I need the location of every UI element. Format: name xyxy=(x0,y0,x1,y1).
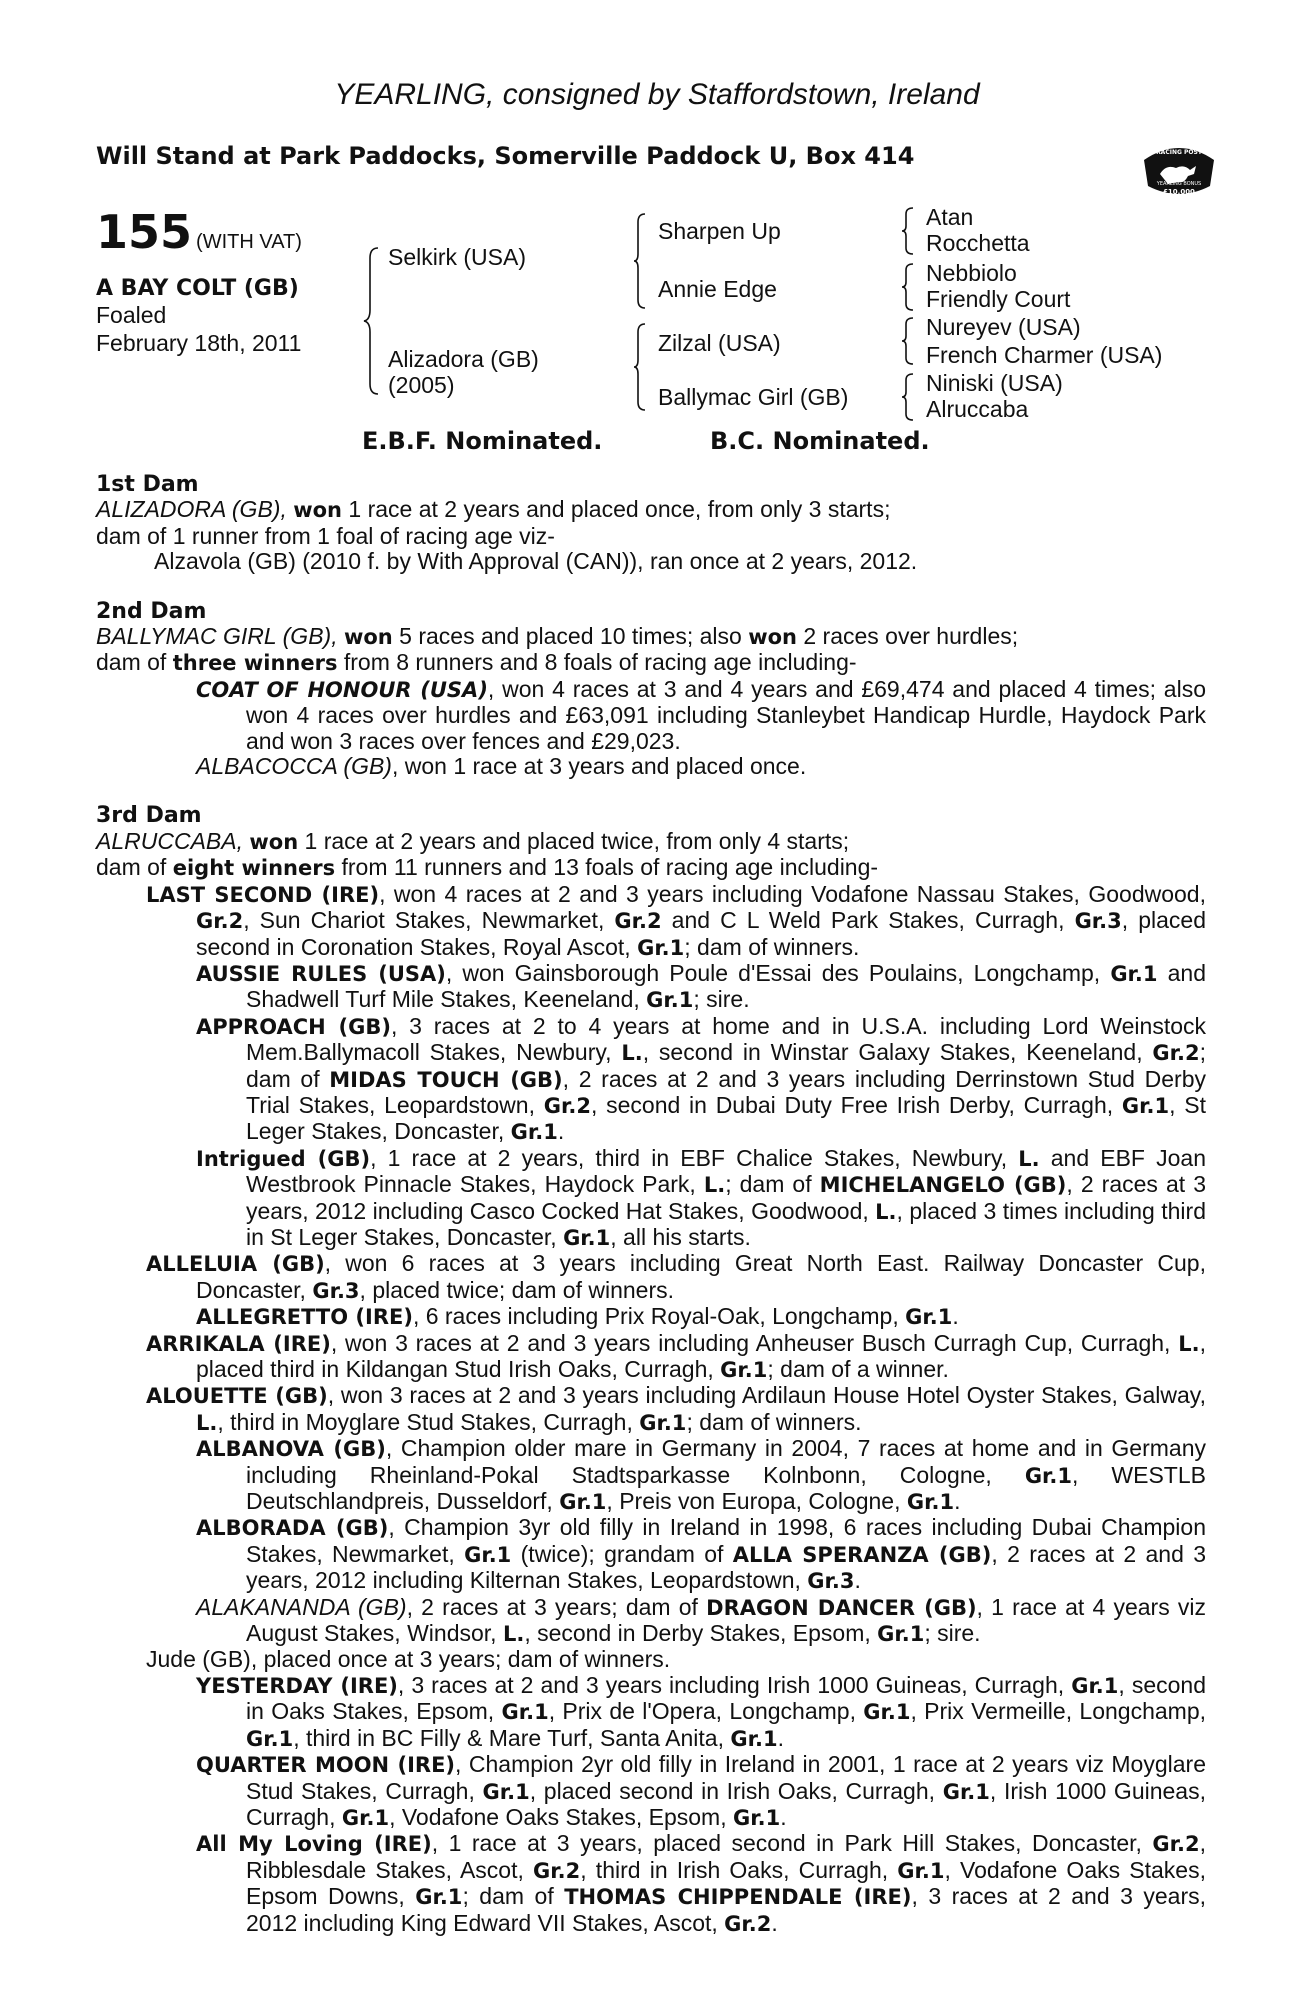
dam3-text: ALRUCCABA, won 1 race at 2 years and placed twice, from only 4 starts; dam of eight winners from 11 runners and 13 foals of racing age including- xyxy=(96,827,879,881)
dam3-runner: All My Loving (IRE), 1 race at 3 years, placed second in Park Hill Stakes, Doncaster, Gr.2, Ribblesdale Stakes, Ascot, Gr.2, third in Irish Oaks, Curragh, Gr.1, Vodafone Oaks Stakes, Epsom Downs, Gr.1; dam of THOMAS CHIPPENDALE (IRE), 3 races at 2 and 3 years, 2012 including King Edward VII Stakes, Ascot, Gr.2. xyxy=(196,1830,1207,1936)
badge-line2: YEARLING BONUS xyxy=(1156,181,1202,187)
brace-g2 xyxy=(900,262,916,312)
ped-g8: Alruccaba xyxy=(926,396,1029,422)
dam3-runner: ALOUETTE (GB), won 3 races at 2 and 3 years including Ardilaun House Hotel Oyster Stakes, Galway, L., third in Moyglare Stud Stakes, Curragh, Gr.1; dam of winners. xyxy=(146,1382,1206,1435)
ped-g6: French Charmer (USA) xyxy=(926,342,1163,368)
ebf-nominated: E.B.F. Nominated. xyxy=(362,427,603,455)
ped-g2: Rocchetta xyxy=(926,230,1030,256)
dam3-runner: Jude (GB), placed once at 3 years; dam of winners. xyxy=(146,1646,671,1673)
dam3-runner: Intrigued (GB), 1 race at 2 years, third in EBF Chalice Stakes, Newbury, L. and EBF Joan Westbrook Pinnacle Stakes, Haydock Park, L.; dam of MICHELANGELO (GB), 2 races at 3 years, 2012 including Casco Cocked Hat Stakes, Goodwood, L., placed 3 times including third in St Leger Stakes, Doncaster, Gr.1, all his starts. xyxy=(196,1144,1206,1250)
dam3-runner: ALLEGRETTO (IRE), 6 races including Prix Royal-Oak, Longchamp, Gr.1. xyxy=(196,1303,959,1330)
ped-g1: Atan xyxy=(926,204,974,230)
brace-sire-dam xyxy=(362,246,382,396)
dam3-runner: ARRIKALA (IRE), won 3 races at 2 and 3 years including Anheuser Busch Curragh Cup, Curragh, L., placed third in Kildangan Stud Irish Oaks, Curragh, Gr.1; dam of a winner. xyxy=(146,1329,1206,1382)
brace-alizadora xyxy=(632,322,648,412)
ped-ds: Zilzal (USA) xyxy=(658,330,781,356)
ped-dd: Ballymac Girl (GB) xyxy=(658,384,849,410)
dam2-text: BALLYMAC GIRL (GB), won 5 races and placed 10 times; also won 2 races over hurdles; dam of three winners from 8 runners and 8 foals of racing age including- xyxy=(96,623,1019,676)
ped-ss: Sharpen Up xyxy=(658,218,781,244)
ped-g3: Nebbiolo xyxy=(926,260,1017,286)
dam3-runner: ALAKANANDA (GB), 2 races at 3 years; dam of DRAGON DANCER (GB), 1 race at 4 years viz August Stakes, Windsor, L., second in Derby Stakes, Epsom, Gr.1; sire. xyxy=(196,1593,1207,1647)
ped-sd: Annie Edge xyxy=(658,276,777,302)
lot-vat: (WITH VAT) xyxy=(196,231,302,253)
badge-line3: £10,000 xyxy=(1163,188,1195,196)
stand-location: Will Stand at Park Paddocks, Somerville Paddock U, Box 414 xyxy=(96,142,915,170)
section-dam1: 1st Dam xyxy=(96,472,199,497)
section-dam3: 3rd Dam xyxy=(96,803,202,829)
section-dam2: 2nd Dam xyxy=(96,598,207,624)
ped-dam: Alizadora (GB) xyxy=(388,346,539,372)
dam1-foal: Alzavola (GB) (2010 f. by With Approval (CAN)), ran once at 2 years, 2012. xyxy=(154,548,918,575)
brace-g3 xyxy=(900,316,916,366)
ped-g4: Friendly Court xyxy=(926,286,1071,312)
foal-date: February 18th, 2011 xyxy=(96,330,302,356)
badge-line1: RACING POST xyxy=(1156,149,1202,156)
ped-g5: Nureyev (USA) xyxy=(926,314,1081,340)
dam3-runner: LAST SECOND (IRE), won 4 races at 2 and 3 years including Vodafone Nassau Stakes, Goodwood, Gr.2, Sun Chariot Stakes, Newmarket, Gr.2 and C L Weld Park Stakes, Curragh, Gr.3, placed second in Coronation Stakes, Royal Ascot, Gr.1; dam of winners. xyxy=(146,880,1207,960)
dam3-runner: APPROACH (GB), 3 races at 2 to 4 years at home and in U.S.A. including Lord Weinstock Mem.Ballymacoll Stakes, Newbury, L., second in Winstar Galaxy Stakes, Keeneland, Gr.2; dam of MIDAS TOUCH (GB), 2 races at 2 and 3 years including Derrinstown Stud Derby Trial Stakes, Leopardstown, Gr.2, second in Dubai Duty Free Irish Derby, Curragh, Gr.1, St Leger Stakes, Doncaster, Gr.1. xyxy=(196,1012,1207,1145)
dam3-runner: QUARTER MOON (IRE), Champion 2yr old filly in Ireland in 2001, 1 race at 2 years viz Moyglare Stud Stakes, Curragh, Gr.1, placed second in Irish Oaks, Curragh, Gr.1, Irish 1000 Guineas, Curragh, Gr.1, Vodafone Oaks Stakes, Epsom, Gr.1. xyxy=(196,1751,1206,1830)
brace-g4 xyxy=(900,372,916,422)
ped-sire: Selkirk (USA) xyxy=(388,244,527,270)
brace-selkirk xyxy=(632,212,648,310)
page-title: YEARLING, consigned by Staffordstown, Ireland xyxy=(334,78,980,111)
ped-dam-year: (2005) xyxy=(388,372,455,398)
foaled-label: Foaled xyxy=(96,302,167,328)
dam3-runner: AUSSIE RULES (USA), won Gainsborough Poule d'Essai des Poulains, Longchamp, Gr.1 and Shadwell Turf Mile Stakes, Keeneland, Gr.1; sire. xyxy=(196,959,1206,1013)
lot-number xyxy=(96,205,302,259)
brace-g1 xyxy=(900,206,916,256)
dam3-runner: ALLELUIA (GB), won 6 races at 3 years including Great North East. Railway Doncaster Cup, Doncaster, Gr.3, placed twice; dam of winners. xyxy=(146,1250,1206,1303)
yearling-bonus-badge-icon xyxy=(1138,130,1220,206)
dam3-runner: ALBANOVA (GB), Champion older mare in Germany in 2004, 7 races at home and in Germany including Rheinland-Pokal Stadtsparkasse Kolnbonn, Cologne, Gr.1, WESTLB Deutschlandpreis, Dusseldorf, Gr.1, Preis von Europa, Cologne, Gr.1. xyxy=(196,1435,1206,1515)
pedigree-notes xyxy=(96,472,1206,1937)
dam2-runner: COAT OF HONOUR (USA), won 4 races at 3 and 4 years and £69,474 and placed 4 times; also won 4 races over hurdles and £63,091 including Stanleybet Handicap Hurdle, Haydock Park and won 3 races over fences and £29,023. xyxy=(196,675,1206,754)
lot-name: A BAY COLT (GB) xyxy=(96,276,299,301)
dam3-runner: YESTERDAY (IRE), 3 races at 2 and 3 years including Irish 1000 Guineas, Curragh, Gr.1, second in Oaks Stakes, Epsom, Gr.1, Prix de l'Opera, Longchamp, Gr.1, Prix Vermeille, Longchamp, Gr.1, third in BC Filly & Mare Turf, Santa Anita, Gr.1. xyxy=(196,1671,1207,1751)
bc-nominated: B.C. Nominated. xyxy=(710,427,930,455)
dam1-text: ALIZADORA (GB), won 1 race at 2 years and placed once, from only 3 starts; dam of 1 runner from 1 foal of racing age viz- xyxy=(96,496,891,549)
lot-num: 155 xyxy=(96,205,193,259)
ped-g7: Niniski (USA) xyxy=(926,370,1063,396)
dam3-runner: ALBORADA (GB), Champion 3yr old filly in Ireland in 1998, 6 races including Dubai Champion Stakes, Newmarket, Gr.1 (twice); grandam of ALLA SPERANZA (GB), 2 races at 2 and 3 years, 2012 including Kilternan Stakes, Leopardstown, Gr.3. xyxy=(196,1514,1207,1594)
dam2-runner: ALBACOCCA (GB), won 1 race at 3 years and placed once. xyxy=(196,753,807,780)
